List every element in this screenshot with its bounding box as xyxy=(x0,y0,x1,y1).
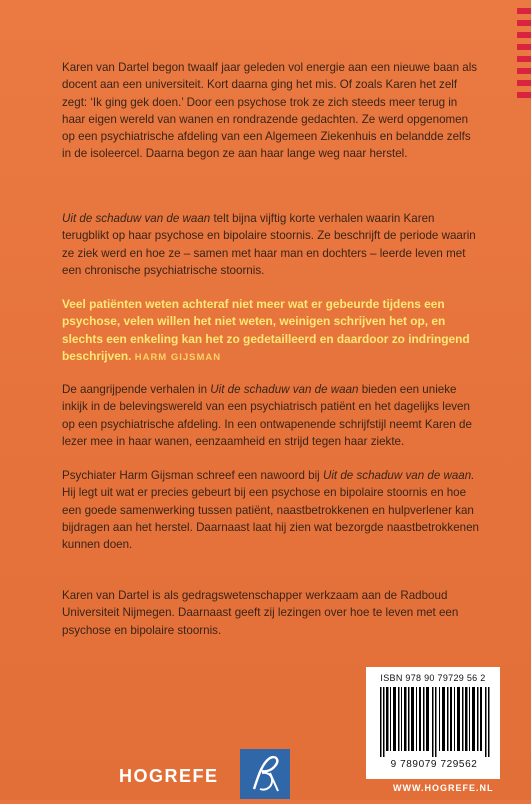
stories-paragraph xyxy=(62,381,480,450)
book-title: Uit de schaduw van de waan xyxy=(62,212,211,225)
author-bio-text: Karen van Dartel is als gedragswetenschapper werkzaam aan de Radboud Universiteit Nijmegen. Daarnaast geeft zij lezingen over hoe te leven met een psychose en bipolaire stoornis. xyxy=(62,589,459,637)
afterword-text: Hij legt uit wat er precies gebeurt bij een psychose en bipolaire stoornis en hoe een goede samenwerking tussen patiënt, naastbetrokkenen en hulpverlener kan bijdragen aan het herstel. Daarnaast laat hij zien wat bezorgde naastbetrokkenen kunnen doen. xyxy=(62,486,480,552)
book-title-2: Uit de schaduw van de waan xyxy=(210,383,359,396)
isbn-label: ISBN 978 90 79729 56 2 xyxy=(380,673,486,683)
book-summary-paragraph xyxy=(62,210,480,279)
summary-text: telt bijna vijftig korte verhalen waarin Karen terugblikt op haar psychose en bipolaire stoornis. Ze beschrijft de periode waarin ze ziek werd en hoe ze – samen met haar man en dochters – leerde leven met een chronische psychiatrische stoornis. xyxy=(62,212,476,277)
intro-paragraph xyxy=(62,59,480,163)
publisher-logo-icon xyxy=(240,749,290,799)
afterword-text-start: Psychiater Harm Gijsman schreef een nawoord bij xyxy=(62,469,323,482)
quote-author: HARM GIJSMAN xyxy=(134,351,222,363)
afterword-paragraph xyxy=(62,467,480,553)
stories-text: bieden een unieke inkijk in de belevingswereld van een psychiatrisch patiënt en het dagelijks leven op een psychiatrische afdeling. In een ontwapenende schrijfstijl neemt Karen de lezer mee in haar wanen, eenzaamheid en strijd tegen haar ziekte. xyxy=(62,383,472,448)
barcode-number: 9 789079 729562 xyxy=(390,759,478,770)
publisher-website: WWW.HOGREFE.NL xyxy=(393,783,494,793)
stories-text-start: De aangrijpende verhalen in xyxy=(62,383,211,396)
quote-block xyxy=(62,296,480,366)
publisher-logo-text: HOGREFE xyxy=(119,766,219,786)
barcode xyxy=(366,667,500,779)
author-bio-paragraph xyxy=(62,587,480,639)
barcode-bars xyxy=(380,687,490,757)
quote-text: Veel patiënten weten achteraf niet meer wat er gebeurde tijdens een psychose, velen willen het niet weten, weinigen schrijven het op, en slechts een enkeling kan het zo gedetailleerd en daardoor zo indringend beschrijven. xyxy=(62,297,470,363)
book-title-3: Uit de schaduw van de waan. xyxy=(322,469,475,482)
decorative-stripes xyxy=(517,0,531,110)
intro-text: Karen van Dartel begon twaalf jaar geleden vol energie aan een nieuwe baan als docent aan een universiteit. Kort daarna ging het mis. Of zoals Karen het zelf zegt: ‘Ik ging gek doen.’ Door een psychose trok ze zich steeds meer terug in haar eigen wereld van wanen en rondrazende gedachten. Ze werd opgenomen op een psychiatrische afdeling van een Algemeen Ziekenhuis en belandde zelfs in de isoleercel. Daarna begon ze aan haar lange weg naar herstel. xyxy=(62,61,478,161)
